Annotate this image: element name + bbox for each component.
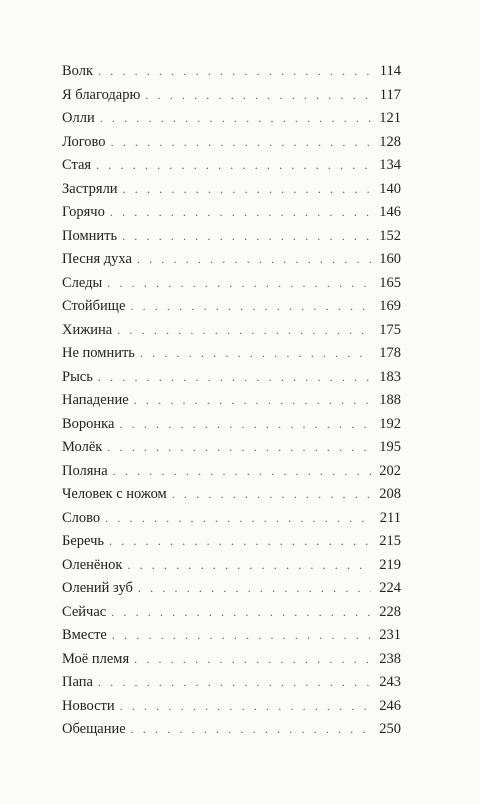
toc-entry-title: Папа	[62, 674, 93, 691]
toc-entry-page-number: 165	[379, 274, 401, 291]
toc-entry-page-number: 175	[379, 321, 401, 338]
toc-entry-title: Молёк	[62, 439, 103, 456]
toc-entry-title: Олли	[62, 110, 95, 127]
toc-entry-page-number: 246	[379, 697, 401, 714]
toc-entry-19	[62, 486, 401, 510]
toc-entry-page-number: 114	[379, 63, 401, 79]
toc-entry-21	[62, 533, 401, 557]
toc-entry-title: Помнить	[62, 227, 118, 244]
toc-entry-title: Человек с ножом	[62, 486, 167, 503]
toc-entry-24	[62, 604, 401, 628]
toc-entry-title: Поляна	[62, 462, 108, 479]
toc-entry-25	[62, 627, 401, 651]
toc-entry-20	[62, 510, 401, 534]
toc-dot-leader	[96, 158, 371, 173]
toc-entry-7	[62, 204, 401, 228]
toc-entry-page-number: 215	[379, 533, 401, 550]
toc-entry-5	[62, 157, 401, 181]
toc-dot-leader	[112, 628, 371, 643]
toc-dot-leader	[127, 558, 371, 573]
toc-dot-leader	[110, 205, 371, 220]
toc-entry-27	[62, 674, 401, 698]
toc-entry-page-number: 219	[379, 556, 401, 573]
toc-entry-1	[62, 63, 401, 87]
toc-entry-title: Стая	[62, 157, 92, 174]
toc-entry-page-number: 211	[379, 509, 401, 526]
toc-entry-11	[62, 298, 401, 322]
toc-dot-leader	[98, 370, 371, 385]
toc-entry-title: Застряли	[62, 180, 118, 197]
toc-entry-14	[62, 369, 401, 393]
toc-entry-title: Не помнить	[62, 345, 135, 362]
toc-dot-leader	[107, 276, 371, 291]
toc-entry-15	[62, 392, 401, 416]
toc-entry-29	[62, 721, 401, 745]
toc-entry-title: Моё племя	[62, 650, 130, 667]
toc-entry-title: Вместе	[62, 627, 107, 644]
toc-entry-9	[62, 251, 401, 275]
toc-dot-leader	[117, 323, 371, 338]
toc-entry-page-number: 192	[379, 415, 401, 432]
toc-entry-8	[62, 228, 401, 252]
toc-dot-leader	[107, 440, 371, 455]
toc-entry-title: Оленёнок	[62, 556, 123, 573]
toc-entry-22	[62, 557, 401, 581]
toc-dot-leader	[98, 675, 371, 690]
toc-entry-18	[62, 463, 401, 487]
toc-entry-10	[62, 275, 401, 299]
toc-dot-leader	[113, 464, 371, 479]
toc-entry-page-number: 146	[379, 204, 401, 221]
toc-dot-leader	[105, 511, 371, 526]
toc-dot-leader	[134, 652, 371, 667]
toc-entry-title: Следы	[62, 274, 103, 291]
toc-entry-3	[62, 110, 401, 134]
toc-entry-title: Обещание	[62, 721, 126, 738]
toc-entry-page-number: 250	[379, 721, 401, 738]
toc-entry-26	[62, 651, 401, 675]
toc-dot-leader	[172, 487, 371, 502]
toc-entry-page-number: 238	[379, 650, 401, 667]
toc-dot-leader	[119, 417, 371, 432]
toc-entry-page-number: 128	[379, 133, 401, 150]
toc-entry-page-number: 188	[379, 392, 401, 409]
toc-dot-leader	[109, 534, 371, 549]
toc-entry-title: Песня духа	[62, 251, 132, 268]
toc-entry-title: Олений зуб	[62, 580, 133, 597]
toc-entry-page-number: 160	[379, 251, 401, 268]
toc-entry-12	[62, 322, 401, 346]
toc-entry-page-number: 152	[379, 227, 401, 244]
toc-entry-title: Я благодарю	[62, 86, 141, 103]
toc-entry-13	[62, 345, 401, 369]
toc-entry-page-number: 224	[379, 580, 401, 597]
toc-dot-leader	[138, 581, 371, 596]
toc-entry-title: Беречь	[62, 533, 104, 550]
toc-entry-page-number: 140	[379, 180, 401, 197]
toc-entry-page-number: 243	[379, 674, 401, 691]
toc-entry-page-number: 169	[379, 298, 401, 315]
toc-entry-title: Нападение	[62, 392, 129, 409]
toc-entry-page-number: 134	[379, 157, 401, 174]
toc-dot-leader	[134, 393, 371, 408]
toc-entry-title: Новости	[62, 697, 115, 714]
table-of-contents	[62, 63, 401, 745]
toc-entry-17	[62, 439, 401, 463]
toc-entry-title: Рысь	[62, 368, 93, 385]
toc-entry-title: Сейчас	[62, 603, 107, 620]
toc-dot-leader	[131, 722, 371, 737]
toc-dot-leader	[98, 64, 371, 79]
toc-entry-page-number: 228	[379, 603, 401, 620]
toc-entry-6	[62, 181, 401, 205]
toc-dot-leader	[137, 252, 371, 267]
toc-dot-leader	[122, 229, 371, 244]
toc-dot-leader	[123, 182, 371, 197]
toc-entry-page-number: 202	[379, 462, 401, 479]
toc-dot-leader	[111, 605, 371, 620]
toc-entry-page-number: 195	[379, 439, 401, 456]
toc-entry-title: Хижина	[62, 321, 113, 338]
toc-dot-leader	[140, 346, 371, 361]
toc-entry-page-number: 231	[379, 627, 401, 644]
toc-entry-page-number: 208	[379, 486, 401, 503]
toc-entry-title: Слово	[62, 509, 101, 526]
toc-dot-leader	[111, 135, 371, 150]
toc-entry-page-number: 121	[379, 110, 401, 127]
toc-dot-leader	[120, 699, 371, 714]
toc-entry-28	[62, 698, 401, 722]
toc-entry-title: Воронка	[62, 415, 115, 432]
toc-entry-16	[62, 416, 401, 440]
toc-entry-4	[62, 134, 401, 158]
toc-entry-title: Стойбище	[62, 298, 126, 315]
toc-entry-title: Горячо	[62, 204, 105, 221]
toc-entry-page-number: 178	[379, 345, 401, 362]
toc-entry-23	[62, 580, 401, 604]
toc-entry-page-number: 183	[379, 368, 401, 385]
toc-dot-leader	[130, 299, 371, 314]
toc-entry-page-number: 117	[379, 86, 401, 103]
toc-entry-title: Логово	[62, 133, 106, 150]
toc-dot-leader	[145, 88, 371, 103]
toc-entry-2	[62, 87, 401, 111]
toc-dot-leader	[100, 111, 371, 126]
toc-entry-title: Волк	[62, 63, 94, 79]
